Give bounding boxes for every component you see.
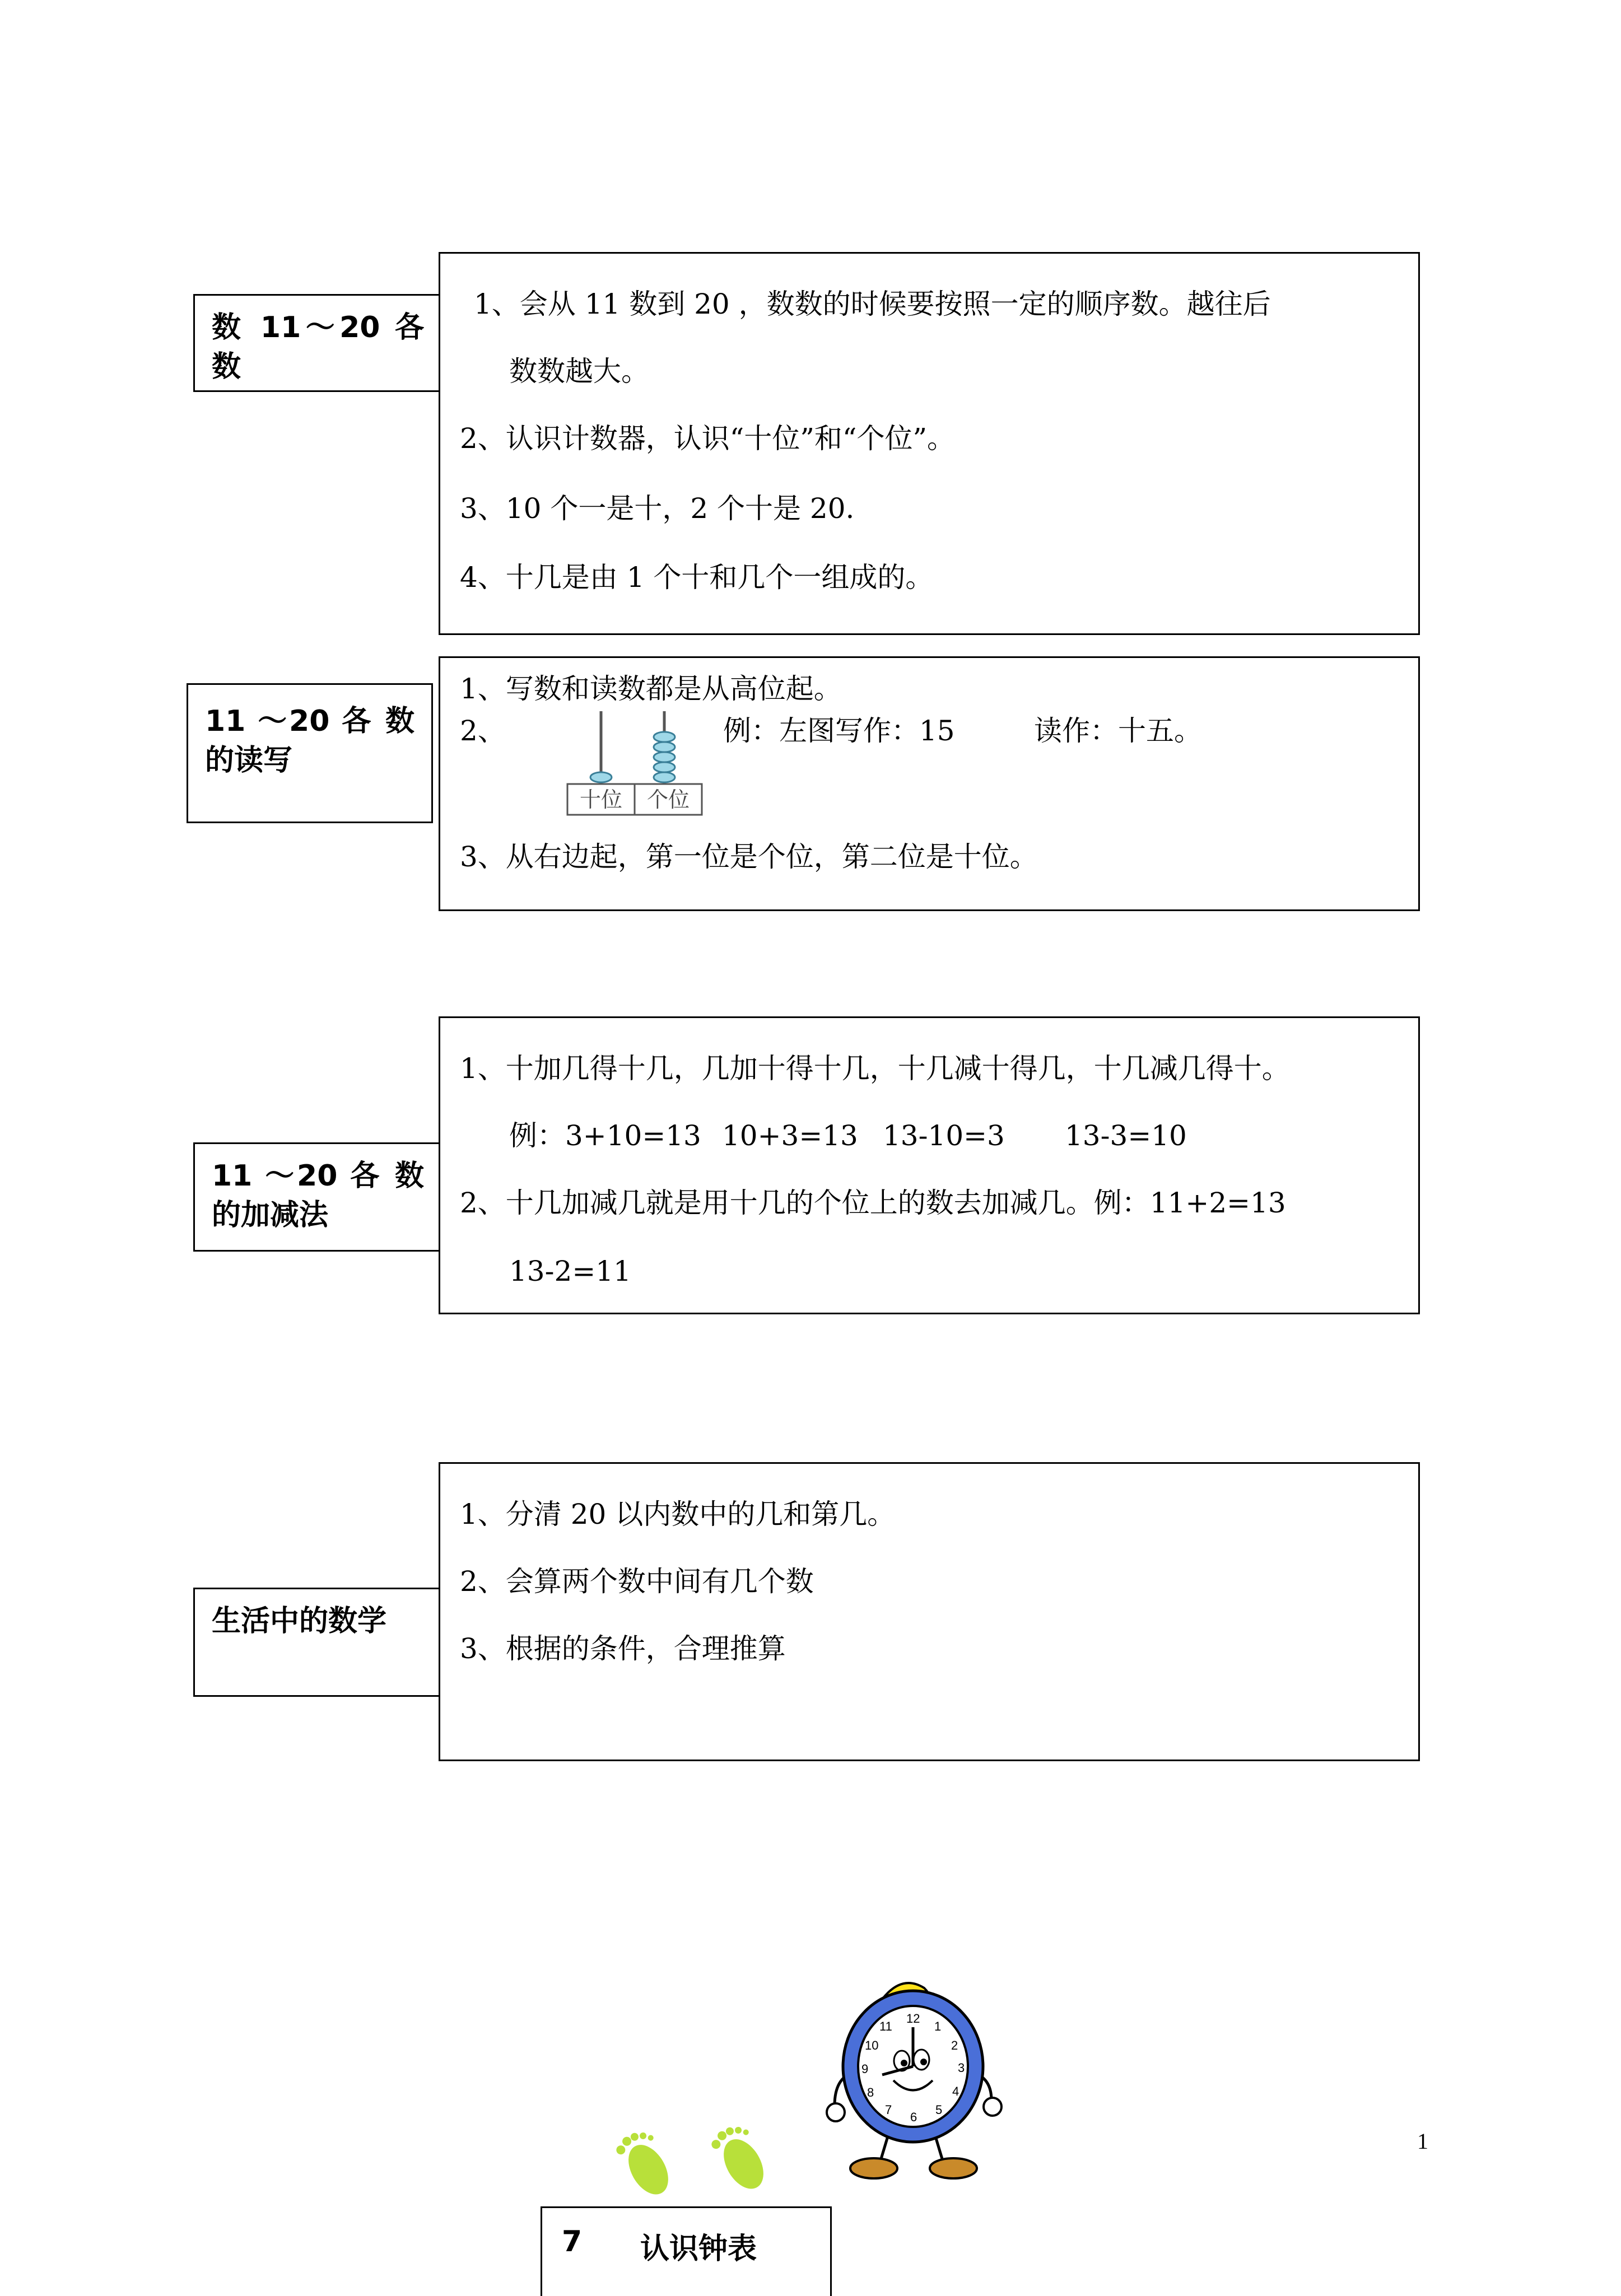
section-2-label-line1: 11 ～20 各 数 (205, 704, 414, 738)
section-2-line-2: 2、 (460, 715, 506, 747)
clock-mascot-illustration (823, 1966, 1025, 2184)
section-2-line-3: 3、从右边起，第一位是个位，第二位是十位。 (460, 841, 1038, 873)
abacus-bead-ones (654, 772, 675, 782)
clock-number-8: 8 (867, 2085, 874, 2099)
section-1-line-3: 2、认识计数器，认识“十位”和“个位”。 (460, 422, 956, 455)
abacus-tens-label: 十位 (579, 787, 622, 812)
chapter-heading (541, 2206, 832, 2296)
clock-number-5: 5 (935, 2103, 943, 2117)
section-3-label (193, 1142, 442, 1252)
abacus-bead-ones (654, 762, 675, 772)
section-1-line-2: 数数越大。 (509, 355, 649, 388)
clock-numbers (823, 1966, 1003, 2167)
section-3-example-3: 13-10=3 (883, 1119, 1005, 1152)
section-2-label (187, 683, 433, 823)
abacus-illustration (561, 711, 712, 815)
section-3-example-2: 10+3=13 (722, 1119, 858, 1152)
section-3-example-1: 例：3+10=13 (509, 1119, 701, 1152)
section-2-label-line2: 的读写 (205, 744, 293, 777)
clock-number-4: 4 (952, 2084, 959, 2098)
section-4-line-1: 1、分清 20 以内数中的几和第几。 (460, 1498, 896, 1530)
clock-number-9: 9 (861, 2062, 869, 2076)
section-1-content (439, 252, 1420, 635)
abacus-bead-tens (590, 772, 612, 782)
section-1-line-1: 1、会从 11 数到 20 ，数数的时候要按照一定的顺序数。越往后 (474, 288, 1271, 320)
clock-number-10: 10 (865, 2038, 879, 2052)
section-2-example-write: 例：左图写作：15 (723, 715, 955, 747)
section-3-line-2b: 13-2=11 (509, 1255, 631, 1287)
section-4-line-3: 3、根据的条件，合理推算 (460, 1632, 786, 1665)
chapter-number: 7 (562, 2225, 583, 2258)
section-4-label-line1: 生活中的数学 (212, 1604, 387, 1638)
section-3-line-2: 2、十几加减几就是用十几的个位上的数去加减几。例：11+2=13 (460, 1187, 1286, 1219)
clock-number-12: 12 (906, 2012, 920, 2026)
page-number: 1 (1417, 2129, 1428, 2154)
section-4-label (193, 1588, 442, 1697)
clock-number-3: 3 (958, 2061, 965, 2075)
clock-number-2: 2 (951, 2038, 958, 2052)
section-2-content (439, 656, 1420, 911)
section-3-label-line1: 11 ～20 各 数 (212, 1159, 424, 1193)
section-2-line-1: 1、写数和读数都是从高位起。 (460, 673, 842, 705)
chapter-title: 认识钟表 (640, 2232, 757, 2266)
section-1-label (193, 294, 442, 392)
section-2-example-read: 读作：十五。 (1034, 715, 1202, 747)
footprints-icon (613, 2122, 787, 2201)
clock-number-11: 11 (879, 2019, 892, 2033)
clock-number-1: 1 (934, 2019, 942, 2033)
section-3-content (439, 1016, 1420, 1314)
section-1-line-4: 3、10 个一是十，2 个十是 20. (460, 492, 855, 525)
section-4-content (439, 1462, 1420, 1761)
abacus-bead-ones (654, 742, 675, 752)
section-1-line-5: 4、十几是由 1 个十和几个一组成的。 (460, 561, 934, 594)
section-4-line-2: 2、会算两个数中间有几个数 (460, 1565, 814, 1598)
section-3-line-1: 1、十加几得十几，几加十得十几，十几减十得几，十几减几得十。 (460, 1052, 1290, 1085)
clock-number-6: 6 (910, 2110, 917, 2124)
clock-number-7: 7 (885, 2103, 892, 2117)
abacus-bead-ones (654, 732, 675, 742)
section-3-example-4: 13-3=10 (1065, 1119, 1187, 1152)
abacus-ones-label: 个位 (646, 787, 690, 812)
section-1-label-line1: 数 11～20 各 (212, 311, 424, 344)
abacus-bead-ones (654, 752, 675, 762)
section-3-label-line2: 的加减法 (212, 1198, 329, 1232)
section-1-label-line2: 数 (212, 350, 241, 384)
